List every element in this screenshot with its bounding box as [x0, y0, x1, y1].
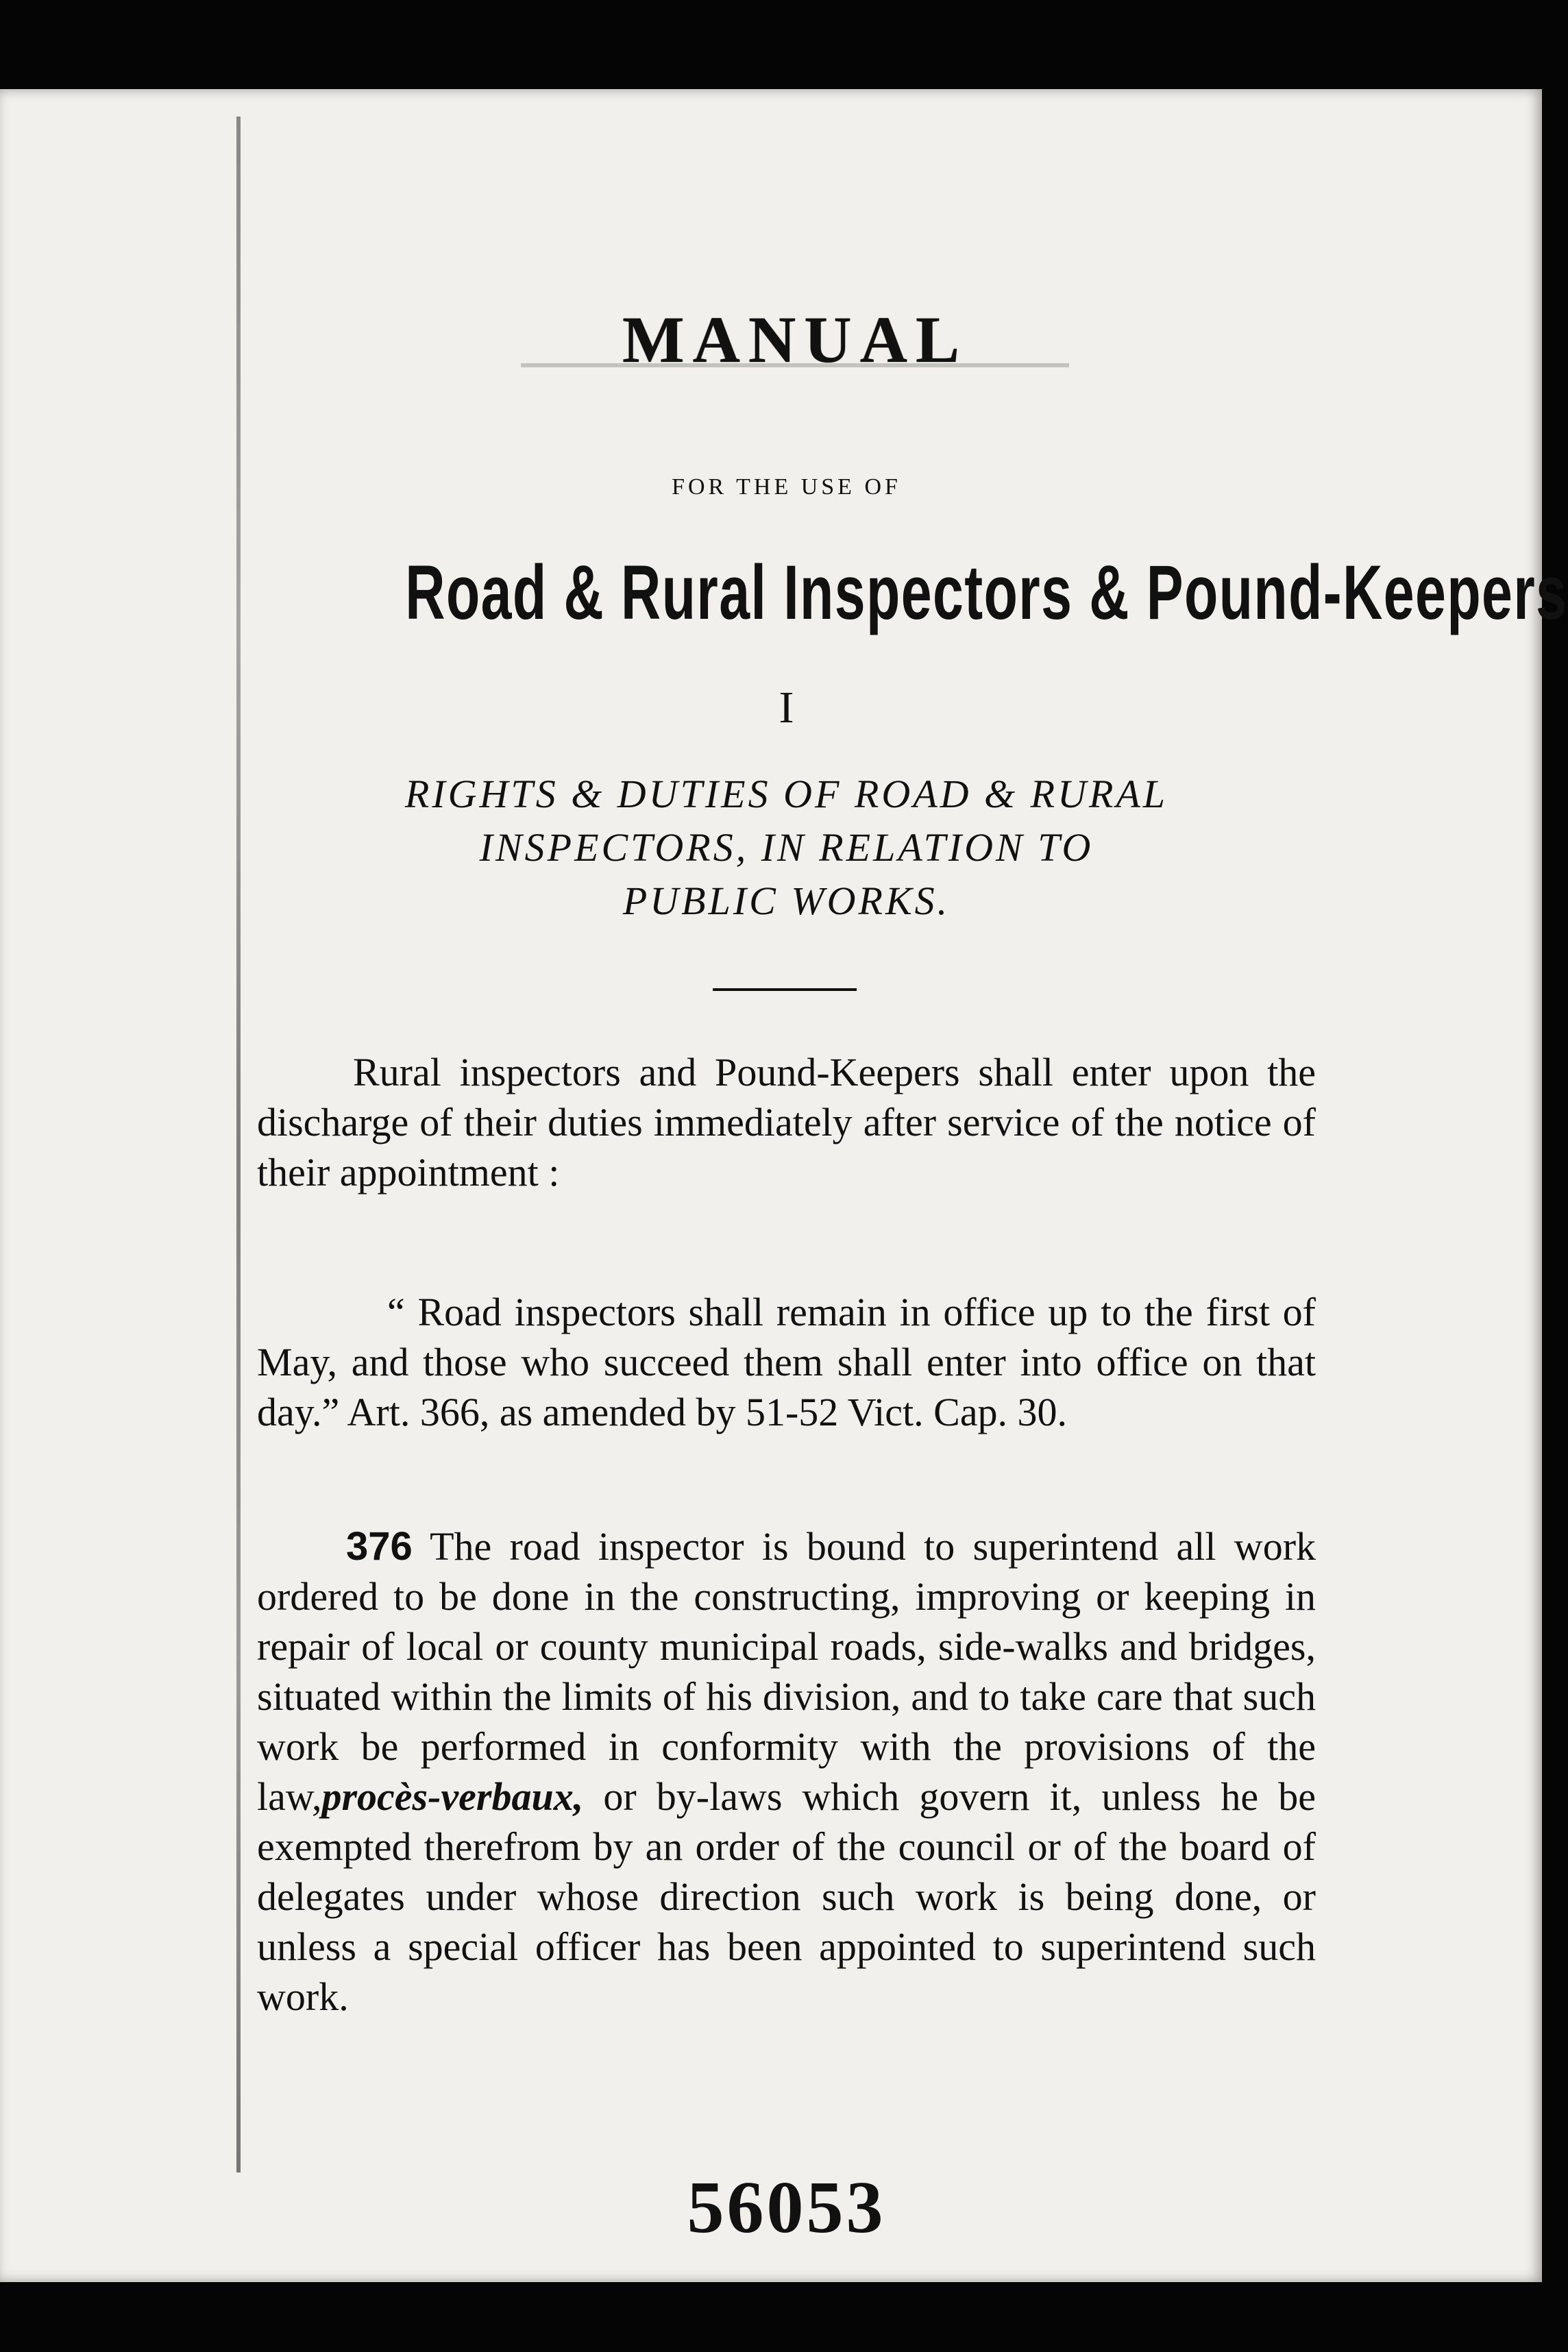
catalog-number: 56053 — [687, 2167, 886, 2249]
paragraph-1: Rural inspectors and Pound-Keepers shall enter upon the discharge of their duties immediately after service of the notice of their appointment : — [257, 1050, 1316, 1195]
paragraph-3-text-a: The road inspector is bound to superintend all work ordered to be done in the constructing, improving or keeping in repair of local or county municipal roads, side-walks and bridges, situated within the limits of his division, and to take care that such work be performed in conformity with the provisions of the law, — [257, 1524, 1316, 1819]
paragraph-3-emphasis: procès-verbaux, — [321, 1774, 584, 1819]
paragraph-3-text-b: or by-laws which govern it, unless he be exempted therefrom by an order of the council or of the board of delegates under whose direction such work is being done, or unless a special officer has been appointed to superintend such work. — [257, 1774, 1316, 2019]
document-title: MANUAL — [622, 303, 968, 376]
paragraph-2: “ Road inspectors shall remain in office up to the first of May, and those who succeed them shall enter into office on that day.” Art. 366, as amended by 51-52 Vict. Cap. 30. — [257, 1290, 1316, 1434]
book-page — [0, 89, 1568, 2282]
for-use-line: FOR THE USE OF — [672, 474, 901, 500]
article-number: 376 — [346, 1524, 413, 1569]
section-divider — [713, 988, 857, 991]
heading-line-2: INSPECTORS, IN RELATION TO — [479, 825, 1094, 870]
section-heading — [257, 768, 1316, 928]
binding-edge — [236, 117, 241, 2172]
paragraph-3 — [257, 1521, 1316, 2022]
title-underline — [521, 363, 1069, 367]
section-roman-numeral: I — [779, 683, 794, 733]
heading-line-1: RIGHTS & DUTIES OF ROAD & RURAL — [404, 772, 1168, 816]
document-subtitle: Road & Rural Inspectors & Pound-Keepers — [405, 550, 1568, 635]
heading-line-3: PUBLIC WORKS. — [622, 879, 951, 923]
